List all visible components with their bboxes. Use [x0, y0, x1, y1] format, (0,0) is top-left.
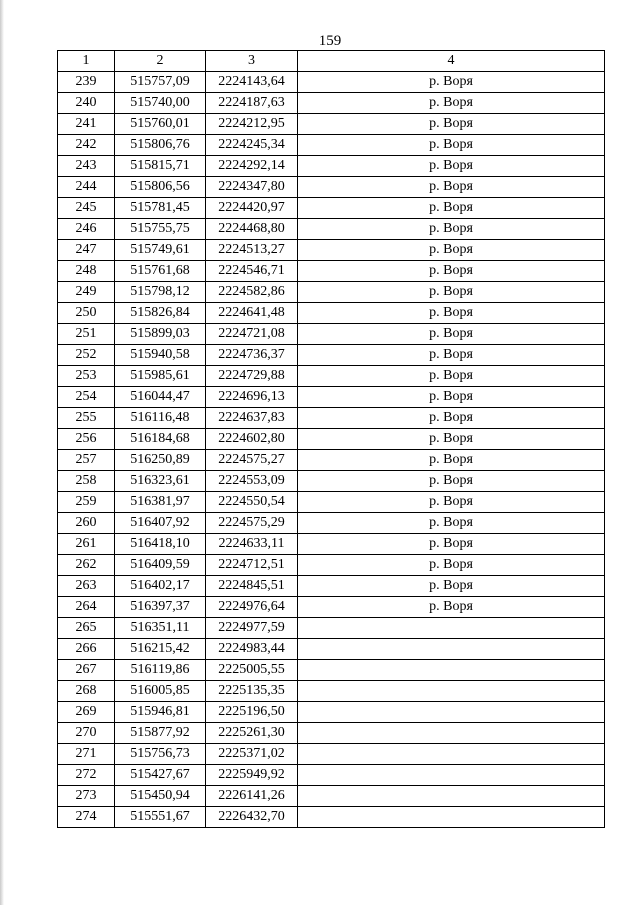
- x-coordinate-cell: 515551,67: [115, 807, 206, 828]
- point-number-cell: 252: [58, 345, 115, 366]
- x-coordinate-cell: 515781,45: [115, 198, 206, 219]
- x-coordinate-cell: 516005,85: [115, 681, 206, 702]
- point-number-cell: 254: [58, 387, 115, 408]
- description-cell: р. Воря: [298, 576, 605, 597]
- point-number-cell: 265: [58, 618, 115, 639]
- point-number-cell: 239: [58, 72, 115, 93]
- description-cell: [298, 618, 605, 639]
- x-coordinate-cell: 515940,58: [115, 345, 206, 366]
- x-coordinate-cell: 515749,61: [115, 240, 206, 261]
- description-cell: [298, 681, 605, 702]
- page-number: 159: [318, 33, 342, 49]
- x-coordinate-cell: 515877,92: [115, 723, 206, 744]
- point-number-cell: 258: [58, 471, 115, 492]
- x-coordinate-cell: 515450,94: [115, 786, 206, 807]
- description-cell: р. Воря: [298, 492, 605, 513]
- point-number-cell: 249: [58, 282, 115, 303]
- y-coordinate-cell: 2224602,80: [206, 429, 298, 450]
- y-coordinate-cell: 2225949,92: [206, 765, 298, 786]
- x-coordinate-cell: 515756,73: [115, 744, 206, 765]
- description-cell: р. Воря: [298, 366, 605, 387]
- description-cell: р. Воря: [298, 345, 605, 366]
- table-row: [58, 555, 605, 576]
- description-cell: [298, 639, 605, 660]
- point-number-cell: 260: [58, 513, 115, 534]
- table-row: [58, 618, 605, 639]
- x-coordinate-cell: 516215,42: [115, 639, 206, 660]
- description-cell: р. Воря: [298, 471, 605, 492]
- y-coordinate-cell: 2224977,59: [206, 618, 298, 639]
- x-coordinate-cell: 515815,71: [115, 156, 206, 177]
- table-row: [58, 681, 605, 702]
- point-number-cell: 248: [58, 261, 115, 282]
- x-coordinate-cell: 516397,37: [115, 597, 206, 618]
- description-cell: р. Воря: [298, 240, 605, 261]
- table-row: [58, 450, 605, 471]
- description-cell: р. Воря: [298, 324, 605, 345]
- table-row: [58, 660, 605, 681]
- page-edge-shadow: [0, 0, 4, 905]
- table-body: [58, 72, 605, 828]
- description-cell: [298, 807, 605, 828]
- description-cell: р. Воря: [298, 282, 605, 303]
- description-cell: р. Воря: [298, 219, 605, 240]
- description-cell: р. Воря: [298, 597, 605, 618]
- description-cell: р. Воря: [298, 72, 605, 93]
- header-cell: 2: [115, 51, 206, 72]
- table-row: [58, 513, 605, 534]
- x-coordinate-cell: 515740,00: [115, 93, 206, 114]
- y-coordinate-cell: 2224550,54: [206, 492, 298, 513]
- table-row: [58, 597, 605, 618]
- header-cell: 4: [298, 51, 605, 72]
- x-coordinate-cell: 515826,84: [115, 303, 206, 324]
- description-cell: [298, 660, 605, 681]
- table-row: [58, 702, 605, 723]
- x-coordinate-cell: 515985,61: [115, 366, 206, 387]
- x-coordinate-cell: 516407,92: [115, 513, 206, 534]
- point-number-cell: 243: [58, 156, 115, 177]
- table-row: [58, 471, 605, 492]
- y-coordinate-cell: 2224245,34: [206, 135, 298, 156]
- y-coordinate-cell: 2224575,27: [206, 450, 298, 471]
- y-coordinate-cell: 2224546,71: [206, 261, 298, 282]
- point-number-cell: 270: [58, 723, 115, 744]
- table-row: [58, 576, 605, 597]
- description-cell: [298, 723, 605, 744]
- header-cell: 1: [58, 51, 115, 72]
- y-coordinate-cell: 2225135,35: [206, 681, 298, 702]
- description-cell: р. Воря: [298, 114, 605, 135]
- table-row: [58, 765, 605, 786]
- point-number-cell: 256: [58, 429, 115, 450]
- point-number-cell: 266: [58, 639, 115, 660]
- table-row: [58, 345, 605, 366]
- point-number-cell: 246: [58, 219, 115, 240]
- point-number-cell: 244: [58, 177, 115, 198]
- description-cell: р. Воря: [298, 450, 605, 471]
- description-cell: [298, 744, 605, 765]
- point-number-cell: 257: [58, 450, 115, 471]
- description-cell: р. Воря: [298, 408, 605, 429]
- x-coordinate-cell: 515761,68: [115, 261, 206, 282]
- description-cell: [298, 765, 605, 786]
- table-row: [58, 807, 605, 828]
- description-cell: р. Воря: [298, 135, 605, 156]
- table-row: [58, 786, 605, 807]
- description-cell: р. Воря: [298, 429, 605, 450]
- y-coordinate-cell: 2224347,80: [206, 177, 298, 198]
- point-number-cell: 271: [58, 744, 115, 765]
- y-coordinate-cell: 2224736,37: [206, 345, 298, 366]
- x-coordinate-cell: 516381,97: [115, 492, 206, 513]
- y-coordinate-cell: 2225005,55: [206, 660, 298, 681]
- x-coordinate-cell: 516119,86: [115, 660, 206, 681]
- table-row: [58, 723, 605, 744]
- table-row: [58, 324, 605, 345]
- table-row: [58, 639, 605, 660]
- table-row: [58, 282, 605, 303]
- description-cell: р. Воря: [298, 93, 605, 114]
- x-coordinate-cell: 515806,76: [115, 135, 206, 156]
- x-coordinate-cell: 516351,11: [115, 618, 206, 639]
- description-cell: [298, 786, 605, 807]
- table-row: [58, 366, 605, 387]
- table-row: [58, 219, 605, 240]
- table-row: [58, 408, 605, 429]
- table-row: [58, 240, 605, 261]
- point-number-cell: 250: [58, 303, 115, 324]
- y-coordinate-cell: 2226141,26: [206, 786, 298, 807]
- y-coordinate-cell: 2225371,02: [206, 744, 298, 765]
- description-cell: р. Воря: [298, 534, 605, 555]
- x-coordinate-cell: 516184,68: [115, 429, 206, 450]
- y-coordinate-cell: 2224513,27: [206, 240, 298, 261]
- y-coordinate-cell: 2224976,64: [206, 597, 298, 618]
- x-coordinate-cell: 515946,81: [115, 702, 206, 723]
- table-row: [58, 492, 605, 513]
- x-coordinate-cell: 516044,47: [115, 387, 206, 408]
- y-coordinate-cell: 2224983,44: [206, 639, 298, 660]
- x-coordinate-cell: 515806,56: [115, 177, 206, 198]
- x-coordinate-cell: 515755,75: [115, 219, 206, 240]
- point-number-cell: 253: [58, 366, 115, 387]
- y-coordinate-cell: 2224845,51: [206, 576, 298, 597]
- y-coordinate-cell: 2224637,83: [206, 408, 298, 429]
- point-number-cell: 240: [58, 93, 115, 114]
- table-row: [58, 387, 605, 408]
- y-coordinate-cell: 2225196,50: [206, 702, 298, 723]
- table-row: [58, 534, 605, 555]
- y-coordinate-cell: 2224721,08: [206, 324, 298, 345]
- point-number-cell: 245: [58, 198, 115, 219]
- coordinates-table: [57, 50, 605, 828]
- description-cell: р. Воря: [298, 513, 605, 534]
- point-number-cell: 262: [58, 555, 115, 576]
- x-coordinate-cell: 516250,89: [115, 450, 206, 471]
- x-coordinate-cell: 515798,12: [115, 282, 206, 303]
- x-coordinate-cell: 515760,01: [115, 114, 206, 135]
- y-coordinate-cell: 2224575,29: [206, 513, 298, 534]
- description-cell: р. Воря: [298, 555, 605, 576]
- description-cell: р. Воря: [298, 156, 605, 177]
- description-cell: р. Воря: [298, 177, 605, 198]
- table-row: [58, 303, 605, 324]
- point-number-cell: 272: [58, 765, 115, 786]
- header-cell: 3: [206, 51, 298, 72]
- table-header-row: [58, 51, 605, 72]
- x-coordinate-cell: 516116,48: [115, 408, 206, 429]
- x-coordinate-cell: 515899,03: [115, 324, 206, 345]
- point-number-cell: 263: [58, 576, 115, 597]
- y-coordinate-cell: 2224641,48: [206, 303, 298, 324]
- x-coordinate-cell: 516323,61: [115, 471, 206, 492]
- point-number-cell: 261: [58, 534, 115, 555]
- description-cell: р. Воря: [298, 387, 605, 408]
- table-row: [58, 198, 605, 219]
- point-number-cell: 267: [58, 660, 115, 681]
- y-coordinate-cell: 2226432,70: [206, 807, 298, 828]
- table-row: [58, 114, 605, 135]
- point-number-cell: 269: [58, 702, 115, 723]
- description-cell: р. Воря: [298, 198, 605, 219]
- y-coordinate-cell: 2224582,86: [206, 282, 298, 303]
- description-cell: [298, 702, 605, 723]
- description-cell: р. Воря: [298, 261, 605, 282]
- table-row: [58, 156, 605, 177]
- y-coordinate-cell: 2224420,97: [206, 198, 298, 219]
- table-row: [58, 744, 605, 765]
- table-row: [58, 177, 605, 198]
- y-coordinate-cell: 2224212,95: [206, 114, 298, 135]
- point-number-cell: 268: [58, 681, 115, 702]
- y-coordinate-cell: 2224292,14: [206, 156, 298, 177]
- point-number-cell: 264: [58, 597, 115, 618]
- y-coordinate-cell: 2224633,11: [206, 534, 298, 555]
- y-coordinate-cell: 2224553,09: [206, 471, 298, 492]
- point-number-cell: 247: [58, 240, 115, 261]
- point-number-cell: 241: [58, 114, 115, 135]
- x-coordinate-cell: 515757,09: [115, 72, 206, 93]
- table-row: [58, 429, 605, 450]
- table-row: [58, 93, 605, 114]
- y-coordinate-cell: 2224143,64: [206, 72, 298, 93]
- y-coordinate-cell: 2224187,63: [206, 93, 298, 114]
- point-number-cell: 242: [58, 135, 115, 156]
- x-coordinate-cell: 516402,17: [115, 576, 206, 597]
- point-number-cell: 251: [58, 324, 115, 345]
- description-cell: р. Воря: [298, 303, 605, 324]
- x-coordinate-cell: 516409,59: [115, 555, 206, 576]
- x-coordinate-cell: 515427,67: [115, 765, 206, 786]
- table-row: [58, 135, 605, 156]
- x-coordinate-cell: 516418,10: [115, 534, 206, 555]
- y-coordinate-cell: 2225261,30: [206, 723, 298, 744]
- point-number-cell: 255: [58, 408, 115, 429]
- y-coordinate-cell: 2224696,13: [206, 387, 298, 408]
- point-number-cell: 259: [58, 492, 115, 513]
- point-number-cell: 274: [58, 807, 115, 828]
- y-coordinate-cell: 2224712,51: [206, 555, 298, 576]
- table-row: [58, 261, 605, 282]
- y-coordinate-cell: 2224468,80: [206, 219, 298, 240]
- point-number-cell: 273: [58, 786, 115, 807]
- y-coordinate-cell: 2224729,88: [206, 366, 298, 387]
- table-row: [58, 72, 605, 93]
